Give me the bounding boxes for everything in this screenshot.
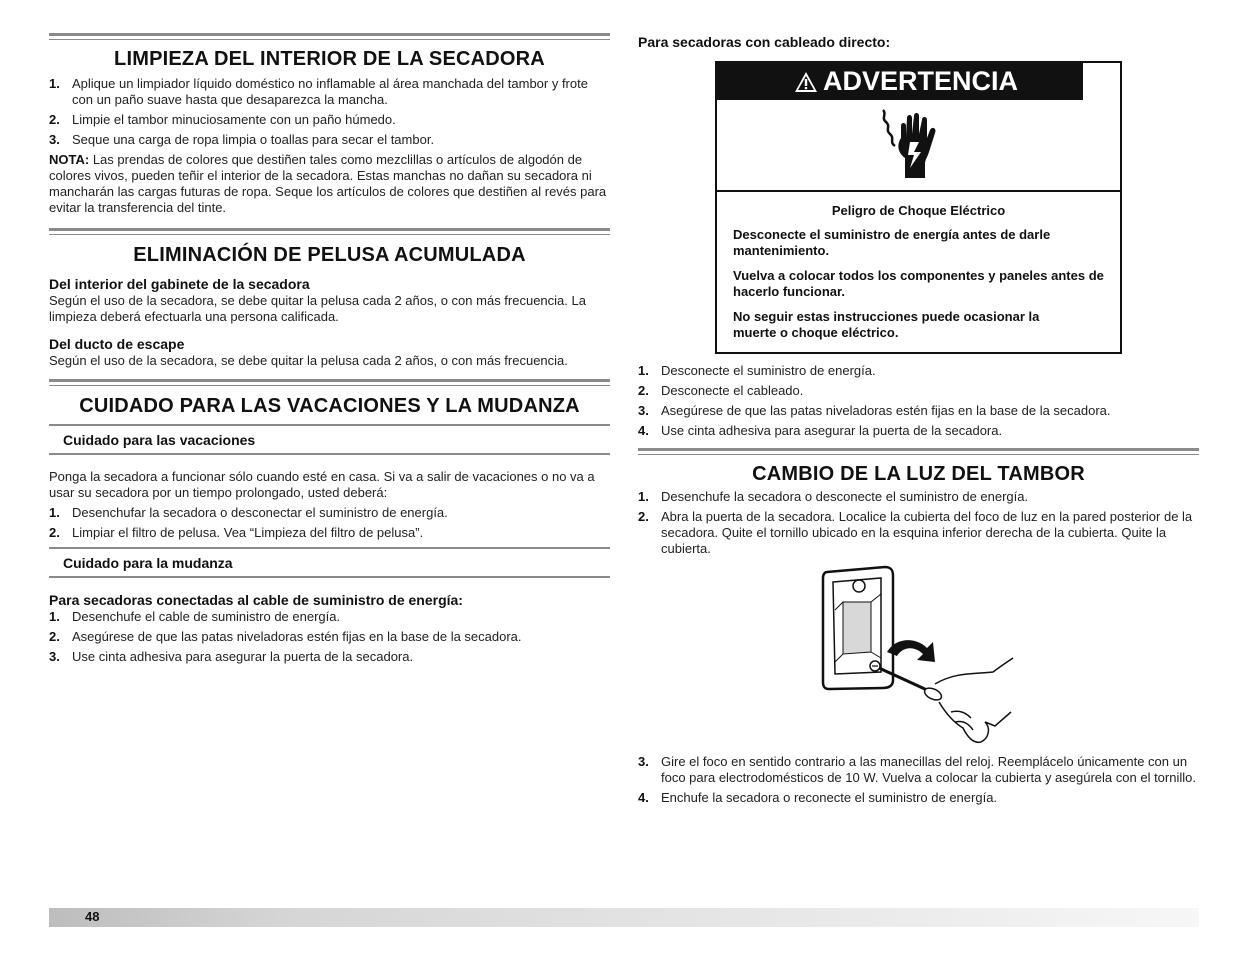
warning-header	[717, 63, 1083, 100]
luz-steps-continued	[638, 754, 1199, 806]
footer-bar	[49, 908, 1199, 927]
subheading-cable: Para secadoras conectadas al cable de suministro de energía:	[49, 592, 463, 608]
luz-steps	[638, 489, 1199, 557]
list-item: 3. Gire el foco en sentido contrario a las manecillas del reloj. Reemplácelo únicamente con un foco para electrodomésticos de 10 W. Vuelva a colocar la cubierta y asegúrela con el tornillo.	[638, 754, 1196, 785]
section-rule	[49, 379, 610, 386]
note-paragraph: NOTA: Las prendas de colores que destiñen tales como mezclillas o artículos de algodón de colores vivos, pueden teñir el interior de la secadora. Estas manchas no dañan su secadora ni mancharán las cargas futuras de ropa. Seque los artículos de colores que destiñen al revés para evitar la transferencia del tinte.	[49, 152, 607, 215]
warning-line: No seguir estas instrucciones puede ocasionar la muerte o choque eléctrico.	[733, 309, 1040, 340]
warning-subtitle: Peligro de Choque Eléctrico	[831, 203, 1006, 218]
list-item: 4. Enchufe la secadora o reconecte el suministro de energía.	[638, 790, 998, 805]
list-item: 1. Desenchufar la secadora o desconectar el suministro de energía.	[49, 505, 448, 520]
electric-shock-hand-icon	[877, 108, 949, 184]
warning-triangle-icon	[794, 71, 818, 93]
list-item: 3. Seque una carga de ropa limpia o toallas para secar el tambor.	[49, 132, 435, 147]
right-column-lower	[638, 363, 1199, 561]
list-item: 1. Aplique un limpiador líquido doméstico no inflamable al área manchada del tambor y frote con un paño suave hasta que desaparezca la mancha.	[49, 76, 588, 107]
paragraph-vacaciones: Ponga la secadora a funcionar sólo cuando esté en casa. Si va a salir de vacaciones o no va a usar su secadora por un tiempo prolongado, usted deberá:	[49, 469, 595, 500]
paragraph-gabinete: Según el uso de la secadora, se debe quitar la pelusa cada 2 años, o con más frecuencia. La limpieza deberá efectuarla una persona calificada.	[49, 293, 586, 324]
subheading-ducto: Del ducto de escape	[49, 336, 185, 352]
subbar-label: Cuidado para la mudanza	[63, 555, 233, 571]
light-cover-illustration	[815, 562, 1025, 747]
heading-cambio-luz: CAMBIO DE LA LUZ DEL TAMBOR	[752, 463, 1085, 485]
page-number: 48	[85, 909, 100, 924]
cableado-steps	[638, 363, 1199, 439]
subbar-mudanza	[49, 547, 610, 578]
heading-limpieza-interior: LIMPIEZA DEL INTERIOR DE LA SECADORA	[114, 48, 545, 70]
heading-vacaciones-mudanza: CUIDADO PARA LAS VACACIONES Y LA MUDANZA	[79, 395, 580, 417]
list-item: 1. Desenchufe el cable de suministro de energía.	[49, 609, 341, 624]
list-item: 4. Use cinta adhesiva para asegurar la puerta de la secadora.	[638, 423, 1003, 438]
list-item: 3. Asegúrese de que las patas niveladoras estén fijas en la base de la secadora.	[638, 403, 1111, 418]
section-rule	[638, 448, 1199, 455]
subheading-gabinete: Del interior del gabinete de la secadora	[49, 276, 310, 292]
list-item: 2. Abra la puerta de la secadora. Localice la cubierta del foco de luz en la pared posterior de la secadora. Quite el tornillo ubicado en la esquina inferior derecha de la cubierta. Quite la cubierta.	[638, 509, 1193, 556]
list-item: 3. Use cinta adhesiva para asegurar la puerta de la secadora.	[49, 649, 414, 664]
vacaciones-steps	[49, 505, 610, 541]
right-column	[638, 33, 1199, 51]
list-item: 2. Limpiar el filtro de pelusa. Vea “Limpieza del filtro de pelusa”.	[49, 525, 424, 540]
warning-line: Vuelva a colocar todos los componentes y paneles antes de hacerlo funcionar.	[733, 268, 1104, 299]
subbar-label: Cuidado para las vacaciones	[63, 432, 256, 448]
shock-hazard-icon-area	[717, 100, 1120, 192]
list-item: 2. Desconecte el cableado.	[638, 383, 804, 398]
section-rule	[49, 228, 610, 235]
limpieza-steps	[49, 76, 610, 148]
warning-line: Desconecte el suministro de energía antes de darle mantenimiento.	[733, 227, 1051, 258]
subheading-cableado-directo: Para secadoras con cableado directo:	[638, 34, 891, 50]
warning-body	[717, 194, 1120, 350]
warning-box	[715, 61, 1122, 354]
section-rule	[49, 33, 610, 40]
mudanza-steps	[49, 609, 610, 665]
left-column	[49, 33, 610, 669]
warning-title: ADVERTENCIA	[823, 66, 1019, 96]
list-item: 1. Desenchufe la secadora o desconecte el suministro de energía.	[638, 489, 1029, 504]
paragraph-ducto: Según el uso de la secadora, se debe quitar la pelusa cada 2 años, o con más frecuencia.	[49, 353, 568, 368]
right-column-bottom	[638, 754, 1199, 810]
heading-eliminacion-pelusa: ELIMINACIÓN DE PELUSA ACUMULADA	[133, 244, 526, 266]
subbar-vacaciones	[49, 424, 610, 455]
list-item: 2. Limpie el tambor minuciosamente con un paño húmedo.	[49, 112, 396, 127]
list-item: 1. Desconecte el suministro de energía.	[638, 363, 876, 378]
list-item: 2. Asegúrese de que las patas niveladoras estén fijas en la base de la secadora.	[49, 629, 522, 644]
